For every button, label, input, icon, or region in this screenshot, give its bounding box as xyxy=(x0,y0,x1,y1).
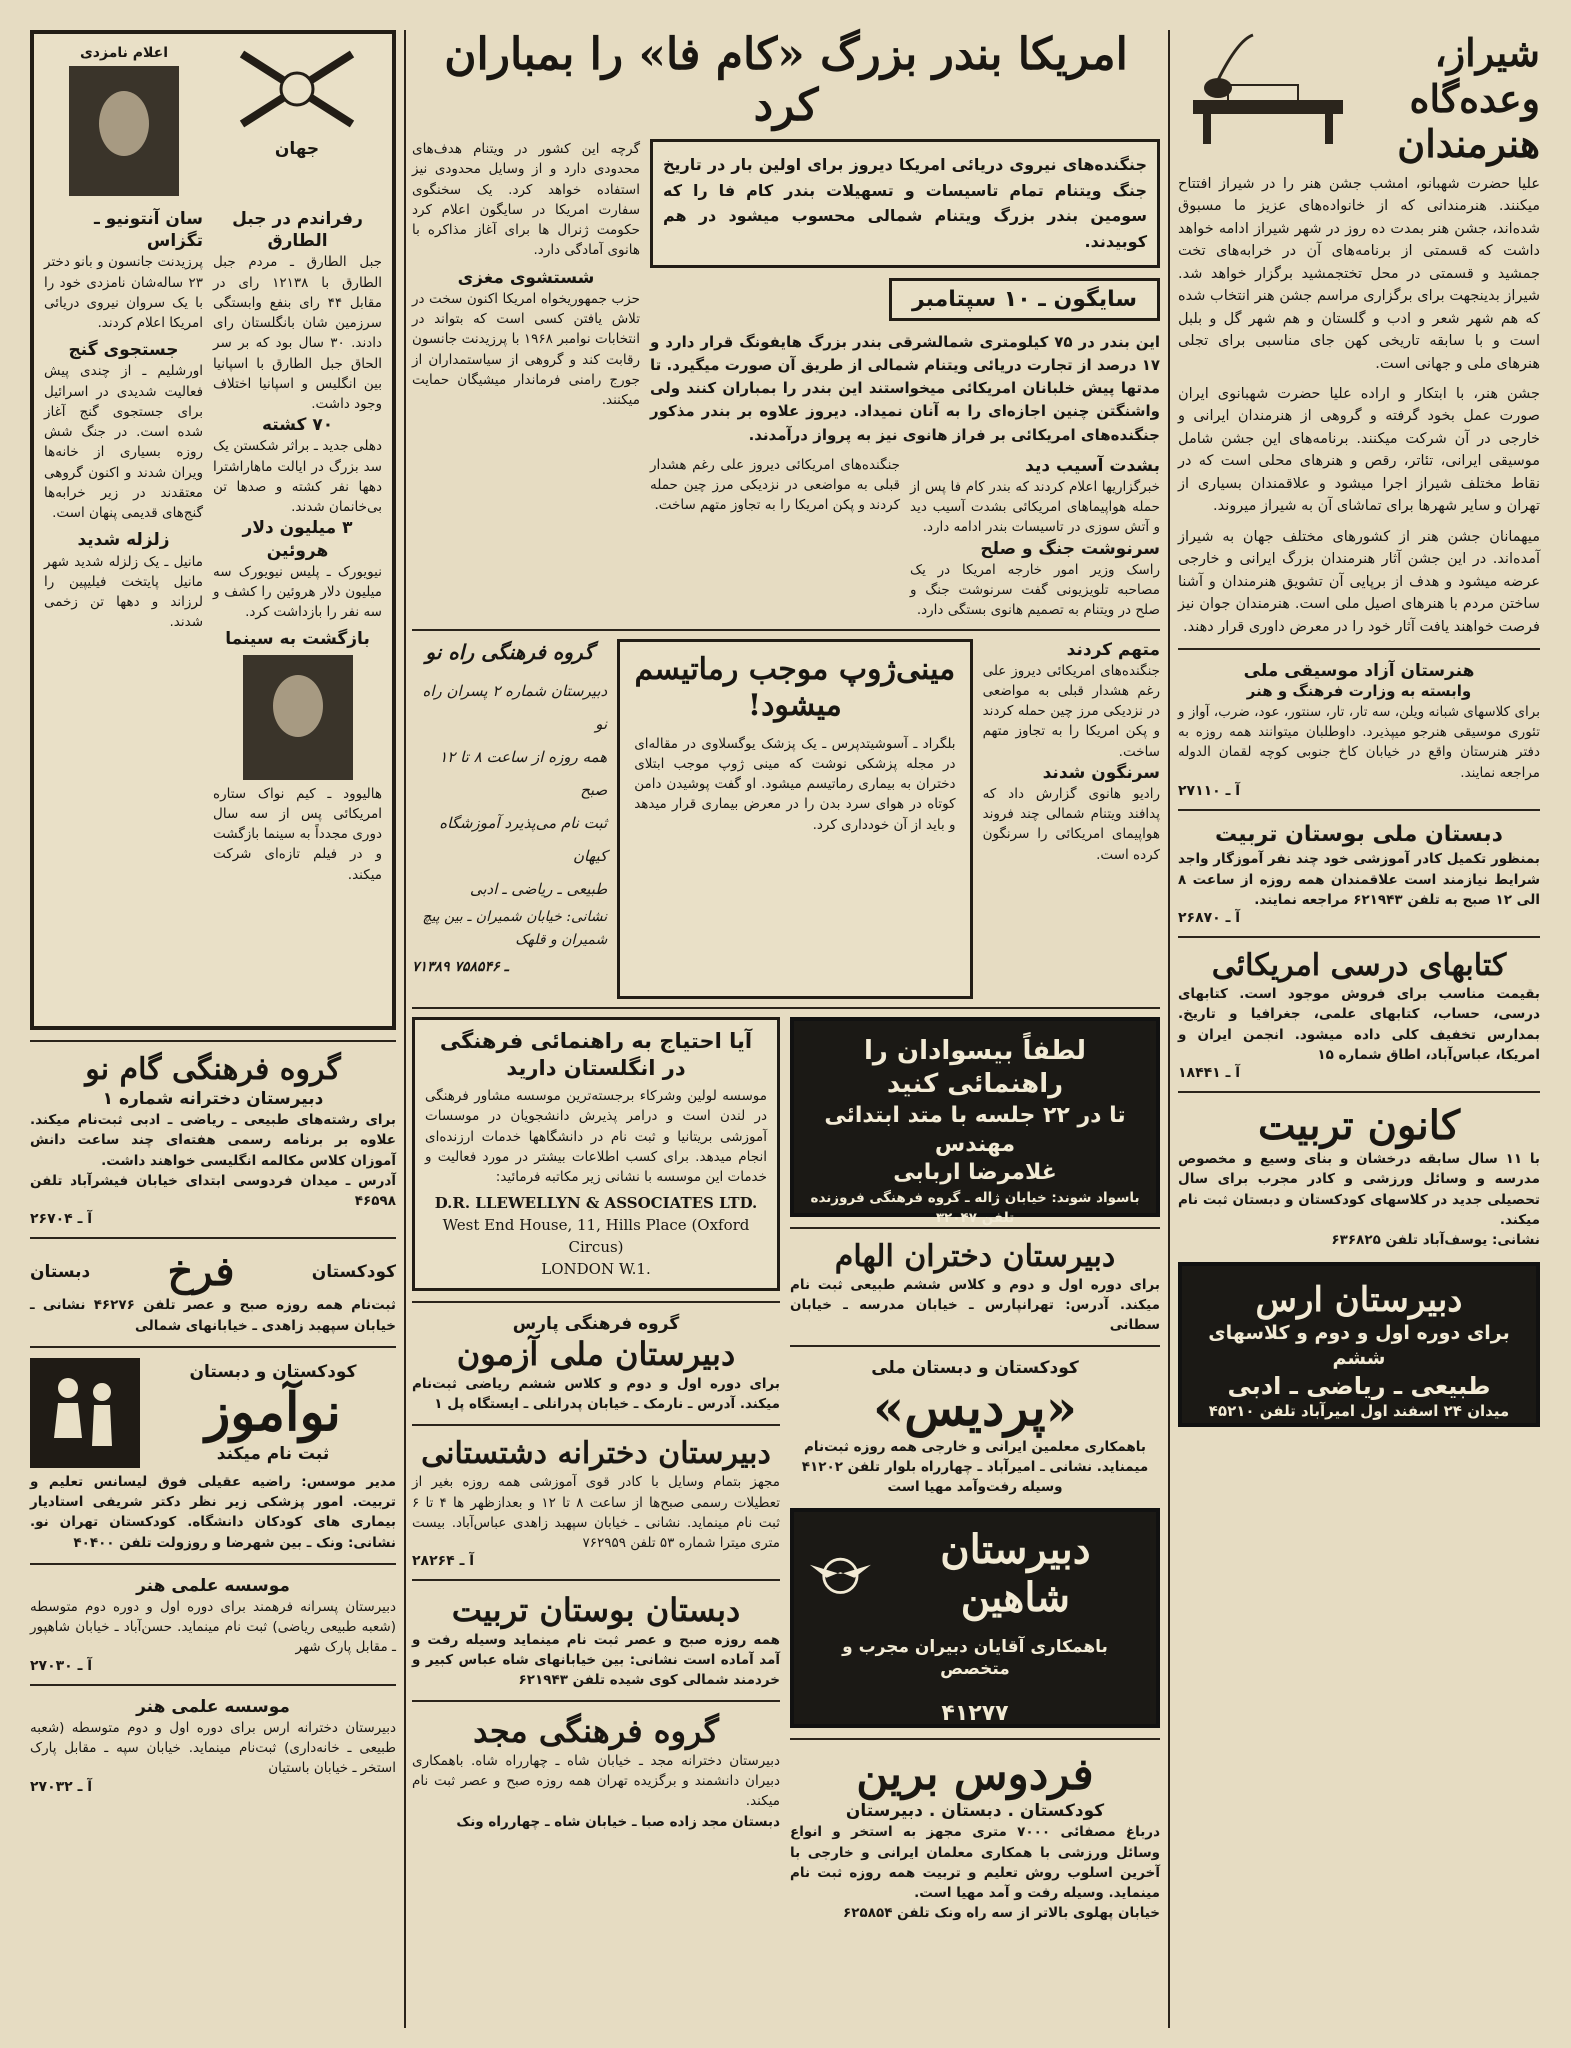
literacy-ad xyxy=(790,1017,1160,1227)
majd-address: دبستان مجد زاده صبا ـ خیابان شاه ـ چهارراه ونک xyxy=(456,1813,780,1830)
ad-code: آ ـ ۲۷۰۳۲ xyxy=(30,1778,93,1795)
literacy-name: غلامرضا اربابی xyxy=(893,1160,1057,1186)
story-body: خبرگزاریها اعلام کردند که بندر کام فا پس از حمله هواپیماهای امریکائی بشدت آسیب دید و آتش سوزی در تاسیسات بندر ادامه دارد. xyxy=(910,478,1160,536)
azmoon-title: دبیرستان ملی آزمون xyxy=(456,1335,736,1374)
kanoon-tarbiat-address: نشانی: یوسف‌آباد تلفن ۶۳۶۸۲۵ xyxy=(1331,1232,1540,1249)
shahin-body: باهمکاری آقایان دبیران مجرب و متخصص xyxy=(842,1636,1108,1679)
handwritten-line: نشانی: خیابان شمیران ـ بین پیچ شمیران و قلهک xyxy=(422,908,608,949)
crossed-swords-logo-icon xyxy=(232,44,362,134)
story-body: جبل الطارق ـ مردم جبل الطارق با ۱۲۱۳۸ رای در مقابل ۴۴ رای بنفع وابستگی سرزمین شان بانگلستان رای دادند. ۳۰ سال بود که بر سر الحاق جبل الطارق با اسپانیا بین انگلیس و اسپانیا اختلاف وجود داشت. xyxy=(213,254,382,413)
farrokh-posttitle: دبستان xyxy=(30,1262,91,1283)
bustan-tarbiat-title: دبستان ملی بوستان تربیت xyxy=(1215,821,1503,847)
elmi-honar-title: موسسه علمی هنر xyxy=(136,1575,290,1596)
actress-photo xyxy=(243,655,353,780)
nouamooz-subtitle: ثبت نام میکند xyxy=(216,1443,330,1464)
column-rule xyxy=(1168,30,1170,2028)
llewellyn-address-1: West End House, 11, Hills Place (Oxford Circus) xyxy=(442,1216,750,1256)
subhead: زلزله شدید xyxy=(77,530,170,551)
main-story-left xyxy=(412,139,640,620)
miniskirt-box xyxy=(617,639,972,999)
pardis-pretitle: کودکستان و دبستان ملی xyxy=(871,1358,1079,1379)
subhead: ۳ میلیون دلار هروئین xyxy=(242,518,353,561)
ad-code: آ ـ ۱۸۴۴۱ xyxy=(1178,1065,1241,1082)
llewellyn-title: آیا احتیاج به راهنمائی فرهنگی در انگلستان دارید xyxy=(439,1028,753,1080)
world-logo-label: جهان xyxy=(274,139,320,159)
doktaran-title: دبیرستان دخترانه دشتستانی xyxy=(421,1436,771,1472)
subhead: شستشوی مغزی xyxy=(457,267,595,288)
miniskirt-body: بلگراد ـ آسوشیتدپرس ـ یک پزشک یوگسلاوی در مقاله‌ای در مجله پزشکی نوشت که مینی ژوپ موجب ابتلای دختران به بیماری رماتیسم میشود. او گفت پوشیدن دامن کوتاه در هوای سرد بدن را در معرض بیماری قرار میدهد و باید از آن خودداری کرد. xyxy=(634,735,956,833)
gam-no-address: آدرس ـ میدان فردوسی ابتدای خیابان فیشرآباد تلفن ۴۶۵۹۸ xyxy=(30,1172,396,1210)
kanoon-tarbiat-ad xyxy=(1178,1103,1540,1250)
handwritten-line: گروه فرهنگی راه نو xyxy=(425,639,594,664)
subhead: سرنوشت جنگ و صلح xyxy=(980,538,1160,559)
llewellyn-address-2: LONDON W.1. xyxy=(541,1259,651,1278)
center-ads-right xyxy=(790,1017,1160,1924)
ad-code: آ ـ ۲۶۸۷۰ xyxy=(1178,910,1241,927)
elmi-honar-ad-1 xyxy=(30,1575,396,1674)
handwritten-phone: ۷۱۳۸۹ ـ ۷۵۸۵۴۶ xyxy=(412,959,509,976)
gam-no-subtitle: دبیرستان دخترانه شماره ۱ xyxy=(102,1089,324,1109)
center-column xyxy=(412,30,1160,2028)
column-rule xyxy=(404,30,406,2028)
shiraz-title: شیراز، وعده‌گاه هنرمندان xyxy=(1397,30,1540,167)
miniskirt-title: مینی‌ژوپ موجب رماتیسم میشود! xyxy=(634,651,956,723)
story-body: دهلی جدید ـ براثر شکستن یک سد بزرگ در ایالت ماهاراشترا دهها نفر کشته و صدها تن بی‌خانمان شدند. xyxy=(213,438,382,516)
azmoon-body: برای دوره اول و دوم و کلاس ششم ریاضی ثبت‌نام میکند. آدرس ـ نارمک ـ خیابان پدرانلی ـ ایستگاه پل ۱ xyxy=(412,1375,780,1413)
handwritten-line: دبیرستان شماره ۲ پسران راه نو xyxy=(422,681,608,733)
handwritten-line: ثبت نام می‌پذیرد آموزشگاه کیهان xyxy=(439,813,608,865)
aras-school-fields: طبیعی ـ ریاضی ـ ادبی xyxy=(1227,1371,1491,1400)
literacy-phone: تلفن ۳۲۰۴۷ xyxy=(935,1210,1015,1227)
nouamooz-title: نوآموز xyxy=(205,1381,341,1443)
shiraz-body-1: علیا حضرت شهبانو، امشب جشن هنر را در شیراز افتتاح میکنند. هنرمندانی که از خانواده‌های عزیز ما مسبوق شده‌اند، جشن هنر بمدت ده روز در شهر شیراز ادامه خواهد داشت که قسمتی از برنامه‌های آن در خرابه‌های تخت جمشید و قسمتی در محل تختجمشید برگزار خواهد شد. شیراز بدینجهت برای برگزاری مراسم جشن هنر انتخاب شده که هم شهر شعر و ادب و گلستان و هم شهر گل و بلبل است و با سابقه تاریخی کهن جای مناسبی برای تجلی هنرهای ملی و جهانی است. xyxy=(1178,175,1540,372)
main-headline: امریکا بندر بزرگ «کام فا» را بمباران کرد xyxy=(444,29,1128,131)
story-body: جنگنده‌های امریکائی دیروز علی رغم هشدار قبلی به مواضعی در نزدیکی مرز چین حمله کردند و پکن امریکا را به تجاوز متهم ساخت. xyxy=(650,456,900,514)
handwritten-ad xyxy=(412,639,607,999)
bustan-body: همه روزه صبح و عصر ثبت نام مینماید وسیله رفت و آمد آماده است نشانی: بین خیابانهای شاه عباس کبیر و خردمند شمالی کوی شیده تلفن ۶۲۱۹۴۳ xyxy=(412,1631,780,1689)
story-body: گرچه این کشور در ویتنام هدف‌های محدودی دارد و از وسایل محدودی نیز استفاده خواهد کرد. یک سخنگوی سفارت امریکا در سایگون اعلام کرد حکومت ژنرال ها برای آغاز مذاکره با هانوی آمادگی دارد. xyxy=(412,141,640,259)
subhead: متهم کردند xyxy=(1066,639,1160,660)
pars-pretitle: گروه فرهنگی پارس xyxy=(512,1314,680,1335)
farrokh-title: فرخ xyxy=(167,1248,235,1296)
doktaran-body: مجهز بتمام وسایل با کادر قوی آموزشی همه روزه بغیر از تعطیلات رسمی صبح‌ها از ساعت ۸ تا ۱۲ و بعدازظهر ها ۴ تا ۶ ثبت نام مینماید. نشانی ـ خیابان سپهبد زاهدی عباس‌آباد. بیست متری میترا شماره ۵۳ تلفن ۷۶۲۹۵۹ xyxy=(412,1474,780,1552)
story-body: حزب جمهوریخواه امریکا اکنون سخت در تلاش یافتن کسی است که بتواند در انتخابات نوامبر ۱۹۶۸ با پرزیدنت جانسون رقابت کند و گروهی از سیاستمداران از جورج رامنی فرماندار میشیگان حمایت میکنند. xyxy=(412,290,640,409)
literacy-body: باسواد شوند: خیابان ژاله ـ گروه فرهنگی فروزنده xyxy=(810,1189,1140,1206)
center-right-news xyxy=(983,639,1160,999)
aras-school-address: میدان ۲۴ اسفند اول امیرآباد تلفن ۴۵۲۱۰ xyxy=(1208,1401,1510,1420)
nouamooz-body: مدیر موسس: راضیه عقیلی فوق لیسانس تعلیم و تربیت. امور پزشکی زیر نظر دکتر شریفی استادیار بیماری های کودکان دانشگاه. کودکستان تهران نو. نشانی: ونک ـ بین شهرضا و روزولت تلفن ۴۰۴۰۰ xyxy=(30,1473,396,1551)
subhead: سرنگون شدند xyxy=(1042,762,1160,783)
farrokh-body: ثبت‌نام همه روزه صبح و عصر تلفن ۴۶۲۷۶ نشانی ـ خیابان سپهبد زاهدی ـ خیابانهای شمالی xyxy=(30,1297,396,1334)
farrokh-pretitle: کودکستان xyxy=(311,1262,396,1283)
story-body: راسک وزیر امور خارجه امریکا در یک مصاحبه تلویزیونی گفت سرنوشت جنگ و صلح در ویتنام به تصمیم هانوی بستگی دارد. xyxy=(910,561,1160,619)
american-books-ad xyxy=(1178,948,1540,1081)
music-school-body: برای کلاسهای شبانه ویلن، سه تار، تار، سنتور، عود، ضرب، آواز و تئوری موسیقی هنرجو میپذیرد. داوطلبان میتوانند همه روزه به دفتر هنرستان واقع در خیابان کاخ جنوبی کوچه لقمان الدوله مراجعه نمایند. xyxy=(1178,703,1540,781)
gam-no-ad xyxy=(30,1052,396,1227)
literacy-title: لطفاً بیسوادان را راهنمائی کنید xyxy=(863,1035,1087,1100)
music-school-title: هنرستان آزاد موسیقی ملی xyxy=(1243,661,1475,682)
music-school-ad xyxy=(1178,660,1540,799)
handwritten-line: طبیعی ـ ریاضی ـ ادبی xyxy=(469,879,608,898)
eagle-emblem-icon xyxy=(808,1544,873,1604)
elham-body: برای دوره اول و دوم و کلاس ششم طبیعی ثبت نام میکند. آدرس: تهرانپارس ـ خیابان مدرسه ـ خیابان سطانی xyxy=(790,1276,1160,1333)
shahin-ad xyxy=(790,1508,1160,1728)
left-column xyxy=(30,30,396,2028)
story-body: نیویورک ـ پلیس نیویورک سه میلیون دلار هروئین را کشف و سه نفر را بازداشت کرد. xyxy=(213,563,382,621)
subhead: ۷۰ کشته xyxy=(261,415,334,436)
ad-code: آ ـ ۲۷۱۱۰ xyxy=(1178,782,1241,799)
bride-photo xyxy=(69,66,179,196)
nouamooz-pretitle: کودکستان و دبستان xyxy=(189,1361,357,1382)
majd-title: گروه فرهنگی مجد xyxy=(473,1712,719,1751)
ad-code: آ ـ ۲۶۷۰۴ xyxy=(30,1211,93,1228)
bustan-tarbiat-body: بمنظور تکمیل کادر آموزشی خود چند نفر آموزگار واجد شرایط نیازمند است علاقمندان همه روزه از ساعت ۸ الی ۱۲ صبح به تلفن ۶۲۱۹۴۳ مراجعه نمایند. xyxy=(1178,851,1540,908)
world-news-box xyxy=(30,30,396,1030)
ferdows-subtitle: کودکستان . دبستان . دبیرستان xyxy=(845,1801,1105,1822)
llewellyn-ad xyxy=(412,1017,780,1292)
shiraz-body-2: جشن هنر، با ابتکار و اراده علیا حضرت شهبانوی ایران صورت عمل بخود گرفته و گروهی از هنرمندان ایرانی و خارجی در آن شرکت میکنند. برنامه‌های این جشن شامل موسیقی ایرانی، تئاتر، رقص و هنرهای محلی است که در نقاط مختلف شیراز اجرا میشود و علاقمندان بسیاری از تهران و سایر شهرها برای تماشای آن به شیراز میروند. xyxy=(1178,386,1540,515)
gam-no-title: گروه فرهنگی گام نو xyxy=(85,1052,341,1087)
literacy-subtitle: تا در ۲۲ جلسه با متد ابتدائی مهندس xyxy=(824,1103,1126,1157)
shahin-title: دبیرستان شاهین xyxy=(940,1525,1091,1621)
music-school-subtitle: وابسته به وزارت فرهنگ و هنر xyxy=(1246,682,1472,701)
subhead: بازگشت به سینما xyxy=(225,629,370,650)
elmi-honar-body: دبیرستان دخترانه ارس برای دوره اول و دوم متوسطه (شعبه طبیعی ـ خانه‌داری) ثبت‌نام مینماید. خیابان سپه ـ مقابل پارک استخر ـ خیابان باستیان xyxy=(30,1719,396,1777)
majd-body: دبیرستان دخترانه مجد ـ خیابان شاه ـ چهارراه شاه. باهمکاری دبیران دانشمند و برگزیده تهران همه روزه صبح و عصر ثبت نام میکند. xyxy=(412,1752,780,1810)
aras-school-ad xyxy=(1178,1262,1540,1427)
story-body: جنگنده‌های امریکائی دیروز علی رغم هشدار قبلی به مواضعی در نزدیکی مرز چین حمله کردند و پکن امریکا را به تجاوز متهم ساخت. xyxy=(982,662,1160,760)
subhead: سان آنتونیو ـ تگزاس xyxy=(93,209,204,252)
subhead: جستجوی گنج xyxy=(68,340,179,361)
gam-no-body: برای رشته‌های طبیعی ـ ریاضی ـ ادبی ثبت‌نام میکند. علاوه بر برنامه رسمی هفته‌ای چند ساعت دانش آموزان کلاس مکالمه انگلیسی خواهند داشت. xyxy=(30,1112,396,1169)
kanoon-tarbiat-body: با ۱۱ سال سابقه درخشان و بنای وسیع و مخصوص مدرسه و وسائل ورزشی و کادر مجرب برای سال تحصیلی جدید در کلاسهای کودکستان و دبستان ثبت نام میکند. xyxy=(1178,1151,1540,1228)
shahin-phone: ۴۱۲۷۷ xyxy=(941,1700,1009,1726)
kanoon-tarbiat-title: کانون تربیت xyxy=(1257,1102,1460,1150)
handwritten-line: همه روزه از ساعت ۸ تا ۱۲ صبح xyxy=(439,747,608,799)
dateline-box: سایگون ـ ۱۰ سپتامبر xyxy=(889,278,1160,321)
llewellyn-name: D.R. LLEWELLYN & ASSOCIATES LTD. xyxy=(434,1194,758,1213)
ferdows-address: خیابان پهلوی بالاتر از سه راه ونک تلفن ۶۲۵۸۵۴ xyxy=(843,1905,1160,1922)
subhead: رفراندم در جبل الطارق xyxy=(232,209,363,252)
pardis-body: باهمکاری معلمین ایرانی و خارجی همه روزه ثبت‌نام میمناید. نشانی ـ امیرآباد ـ چهارراه بلوار تلفن ۴۱۲۰۲ وسیله رفت‌وآمد مهیا است xyxy=(801,1438,1149,1496)
pardis-title: «پردیس» xyxy=(873,1378,1077,1438)
center-ads xyxy=(412,1017,1160,1924)
elham-title: دبیرستان دختران الهام xyxy=(834,1238,1116,1274)
shiraz-header xyxy=(1178,30,1540,167)
ferdows-body: درباغ مصفائی ۷۰۰۰ متری مجهز به استخر و انواع وسائل ورزشی با همکاری معلمان ایرانی و خارجی با آخرین اسلوب روش تعلیم و تربیت همه روزه ثبت نام مینماید. وسیله رفت و آمد مهیا است. xyxy=(790,1824,1160,1902)
aras-school-subtitle: برای دوره اول و دوم و کلاسهای ششم xyxy=(1208,1322,1510,1369)
ad-code: آ ـ ۲۷۰۳۰ xyxy=(30,1657,93,1674)
center-middle-row xyxy=(412,639,1160,999)
elmi-honar-title: موسسه علمی هنر xyxy=(136,1696,290,1717)
story-body: رادیو هانوی گزارش داد که پدافند ویتنام شمالی چند فروند هواپیمای امریکائی را سرنگون کرده است. xyxy=(982,785,1160,863)
nouamooz-ad xyxy=(30,1358,396,1553)
right-column xyxy=(1178,30,1540,2028)
subhead: بشدت آسیب دید xyxy=(1025,455,1160,476)
story-body: پرزیدنت جانسون و بانو دختر ۲۳ ساله‌شان نامزدی خود را با یک سروان نیروی دریائی امریکا اعلام کردند. xyxy=(44,254,204,332)
engagement-caption: اعلام نامزدی xyxy=(79,45,169,61)
children-logo-icon xyxy=(30,1358,140,1468)
elmi-honar-body: دبیرستان پسرانه فرهمند برای دوره اول و دوره دوم متوسطه (شعبه طبیعی ریاضی) ثبت نام مینماید. حسن‌آباد ـ خیابان شاهپور ـ مقابل پارک شهر xyxy=(30,1598,396,1656)
llewellyn-body: موسسه لولین وشرکاء برجسته‌ترین موسسه مشاور فرهنگی در لندن است و درامر پذیرش دانشجویان در موسسات آموزشی بریتانیا و ثبت نام در دانشگاهها خدمات ارزنده‌ای انجام میدهد. برای کسب اطلاعات بیشتر در مورد فعالیت و خدمات این موسسه با نشانی زیر مکاتبه فرمائید: xyxy=(425,1088,767,1186)
story-lead-box: جنگنده‌های نیروی دریائی امریکا دیروز برای اولین بار در تاریخ جنگ ویتنام تمام تاسیسات و تسهیلات بندر کام فا را که سومین بندر بزرگ ویتنام شمالی محسوب میشود در هم کوبیدند. xyxy=(650,139,1160,267)
american-books-body: بقیمت مناسب برای فروش موجود است. کتابهای درسی، حساب، کتابهای علمی، جغرافیا و تاریخ. بمدارس تخفیف کلی داده میشود. انجمن ایران و امریکا، عباس‌آباد، اطاق شماره ۱۵ xyxy=(1178,986,1540,1063)
center-ads-left xyxy=(412,1017,780,1924)
world-logo xyxy=(212,44,382,160)
story-body: اورشلیم ـ از چندی پیش فعالیت شدیدی در اسرائیل برای جستجوی گنج آغاز شده است. در جنگ شش روزه بسیاری از خانه‌ها ویران شدند و اکنون گروهی معتقدند در زیر خرابه‌ها گنج‌های قدیمی پنهان است. xyxy=(44,363,204,522)
desk-illustration xyxy=(1178,30,1358,150)
story-body-1: این بندر در ۷۵ کیلومتری شمالشرقی بندر بزرگ هایفونگ قرار دارد و ۱۷ درصد از تجارت دریائی ویتنام شمالی از طریق آن صورت میگیرد. تا مدتها پیش خلبانان امریکائی میخواستند این بندر را بمباران کنند ولی واشنگتن چنین اجازه‌ای را به آنان نمیداد. دیروز علاوه بر بندر مذکور جنگنده‌های امریکائی بر فراز هانوی نیز به پرواز درآمدند. xyxy=(650,332,1161,444)
story-body: مانیل ـ یک زلزله شدید شهر مانیل پایتخت فیلیپین را لرزاند و دهها تن زخمی شدند. xyxy=(44,553,204,631)
main-story xyxy=(412,139,1160,620)
farrokh-ad xyxy=(30,1249,396,1336)
bustan-title: دبستان بوستان تربیت xyxy=(451,1591,741,1630)
elmi-honar-ad-2 xyxy=(30,1696,396,1795)
ad-code: آ ـ ۲۸۲۶۴ xyxy=(412,1553,475,1570)
american-books-title: کتابهای درسی امریکائی xyxy=(1211,948,1507,984)
aras-school-title: دبیرستان ارس xyxy=(1255,1280,1463,1321)
shiraz-body-3: میهمانان جشن هنر از کشورهای مختلف جهان به شیراز آمده‌اند. در این جشن آثار هنرمندان بزرگ ایرانی و خارجی عرضه میشود و هدف از برپایی آن تشویق هنرمندان و آشنا ساختن مردم با هنرهای اصیل ملی است. هنرمندان جوان نیز فرصت خواهند یافت آثار خود را در معرض داوری قرار دهند. xyxy=(1178,528,1540,635)
main-story-right xyxy=(650,139,1160,620)
story-body: هالیوود ـ کیم نواک ستاره امریکائی پس از سه سال دوری مجدداً به سینما بازگشت و در فیلم تازه‌ای شرکت میکند. xyxy=(213,785,382,883)
bustan-tarbiat-ad xyxy=(1178,821,1540,926)
ferdows-title: فردوس برین xyxy=(856,1748,1094,1800)
